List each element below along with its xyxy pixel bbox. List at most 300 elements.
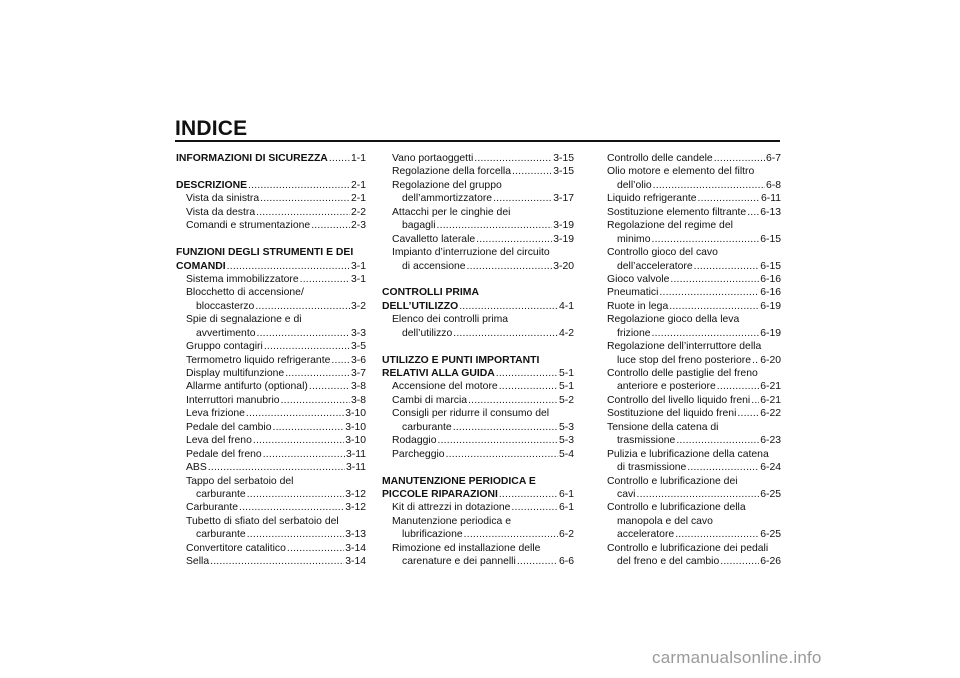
toc-page-number: 3-12 [345, 488, 366, 500]
toc-dot-leader [446, 448, 558, 461]
toc-page-number: 4-2 [558, 327, 574, 339]
toc-entry-label: Sostituzione del liquido freni [607, 408, 737, 420]
toc-entry-label: Regolazione dell’interruttore della [607, 341, 762, 353]
toc-dot-leader [437, 219, 553, 232]
toc-dot-leader [511, 501, 558, 514]
toc-page-number: 3-3 [350, 327, 366, 339]
watermark: carmanualsonline.info [652, 648, 822, 667]
toc-entry-label: Elenco dei controlli prima [392, 314, 509, 326]
toc-page-number: 5-1 [558, 368, 574, 379]
toc-entry-label: ABS [186, 462, 207, 474]
toc-entry [597, 475, 781, 488]
toc-entry [176, 313, 366, 326]
toc-dot-leader [474, 152, 552, 165]
toc-dot-leader [453, 421, 558, 434]
toc-dot-leader [687, 461, 759, 474]
toc-page-number: 3-2 [350, 300, 366, 312]
toc-entry-label: carburante [196, 529, 246, 541]
toc-entry [382, 327, 574, 340]
toc-entry [176, 327, 366, 340]
toc-entry-label: dell’ammortizzatore [402, 193, 493, 205]
toc-entry [382, 501, 574, 514]
toc-spacer [382, 273, 574, 286]
toc-entry [597, 380, 781, 393]
toc-entry [597, 273, 781, 286]
toc-entry [176, 421, 366, 434]
toc-page-number: 6-21 [760, 394, 781, 406]
toc-page-number: 6-22 [760, 408, 781, 420]
toc-entry-label: Vista da destra [186, 206, 256, 218]
toc-entry-label: Sistema immobilizzatore [186, 273, 299, 285]
toc-dot-leader [311, 219, 350, 232]
toc-section-heading [176, 152, 366, 165]
toc-page-number: 6-25 [760, 488, 781, 500]
toc-entry [382, 555, 574, 568]
toc-entry [176, 367, 366, 380]
toc-entry-label: Display multifunzione [186, 368, 285, 379]
toc-entry-label: Gioco valvole [607, 273, 670, 285]
toc-entry [382, 219, 574, 232]
toc-entry-label: carenature e dei pannelli [402, 556, 516, 568]
toc-entry [382, 394, 574, 407]
toc-entry-label: acceleratore [617, 529, 675, 541]
toc-dot-leader [670, 273, 759, 286]
title-underline [175, 140, 780, 142]
toc-entry-label: Kit di attrezzi in dotazione [392, 502, 511, 514]
toc-page-number: 3-14 [345, 542, 366, 554]
toc-dot-leader [464, 528, 558, 541]
toc-dot-leader [210, 555, 344, 568]
toc-entry [597, 542, 781, 555]
toc-dot-leader [676, 434, 759, 447]
toc-dot-leader [260, 192, 350, 205]
toc-entry [382, 313, 574, 326]
toc-entry [382, 515, 574, 528]
toc-dot-leader [717, 380, 759, 393]
toc-entry-label: Spie di segnalazione e di [186, 314, 302, 326]
toc-page-number: 6-21 [760, 381, 781, 393]
toc-dot-leader [476, 233, 552, 246]
toc-section-heading [382, 300, 574, 313]
toc-entry [176, 380, 366, 393]
toc-entry [176, 407, 366, 420]
toc-entry-label: DESCRIZIONE [176, 179, 248, 191]
toc-entry [176, 300, 366, 313]
toc-entry-label: carburante [196, 488, 246, 500]
toc-dot-leader [517, 555, 558, 568]
toc-entry [597, 206, 781, 219]
toc-dot-leader [499, 380, 558, 393]
toc-entry-label: Rodaggio [392, 435, 437, 447]
toc-section-heading [382, 488, 574, 501]
toc-entry-label: Controllo e lubrificazione della [607, 502, 746, 514]
toc-entry-label: Parcheggio [392, 448, 445, 460]
toc-entry [176, 488, 366, 501]
toc-dot-leader [300, 273, 350, 286]
toc-entry-label: avvertimento [196, 327, 256, 339]
toc-entry-label: lubrificazione [402, 529, 463, 541]
toc-page-number: 3-8 [350, 381, 366, 393]
toc-entry-label: dell’acceleratore [617, 260, 693, 272]
toc-entry-label: Accensione del motore [392, 381, 498, 393]
toc-section-heading [176, 246, 366, 259]
toc-entry [597, 165, 781, 178]
toc-page-number: 2-2 [350, 206, 366, 218]
toc-entry [382, 528, 574, 541]
toc-dot-leader [751, 394, 759, 407]
toc-dot-leader [459, 300, 558, 313]
toc-entry [382, 421, 574, 434]
toc-dot-leader [438, 434, 558, 447]
toc-page-number: 3-13 [345, 529, 366, 541]
toc-entry-label: manopola e del cavo [617, 515, 713, 527]
toc-dot-leader [247, 488, 345, 501]
toc-entry [597, 179, 781, 192]
toc-entry [382, 233, 574, 246]
toc-entry [597, 340, 781, 353]
toc-entry-label: Rimozione ed installazione delle [392, 542, 541, 554]
toc-entry-label: COMANDI [176, 260, 226, 272]
toc-page-number: 4-1 [558, 300, 574, 312]
toc-entry-label: Controllo e lubrificazione dei [607, 475, 738, 487]
toc-dot-leader [737, 407, 759, 420]
toc-entry-label: Termometro liquido refrigerante [186, 354, 331, 366]
toc-dot-leader [675, 528, 759, 541]
toc-entry-label: Vano portaoggetti [392, 153, 474, 164]
toc-page-number: 5-2 [558, 394, 574, 406]
toc-page-number: 3-7 [350, 368, 366, 379]
toc-entry-label: Pulizia e lubrificazione della catena [607, 448, 769, 460]
toc-entry-label: CONTROLLI PRIMA [382, 287, 479, 299]
toc-entry-label: carburante [402, 421, 452, 433]
toc-page-number: 6-15 [760, 260, 781, 272]
toc-page-number: 6-6 [558, 556, 574, 568]
toc-entry-label: Tensione della catena di [607, 421, 719, 433]
toc-entry-label: Cambi di marcia [392, 394, 468, 406]
toc-entry [382, 246, 574, 259]
toc-dot-leader [264, 340, 350, 353]
toc-dot-leader [468, 394, 558, 407]
toc-dot-leader [636, 488, 759, 501]
toc-entry-label: del freno e del cambio [617, 556, 720, 568]
toc-page-number: 6-8 [765, 179, 781, 191]
toc-section-heading [382, 286, 574, 299]
toc-entry [597, 515, 781, 528]
toc-entry-label: trasmissione [617, 435, 676, 447]
toc-entry [176, 501, 366, 514]
toc-spacer [176, 233, 366, 246]
toc-dot-leader [653, 179, 765, 192]
toc-entry [176, 273, 366, 286]
toc-dot-leader [208, 461, 345, 474]
toc-entry-label: Controllo delle candele [607, 153, 713, 164]
toc-entry-label: Tappo del serbatoio del [186, 475, 294, 487]
toc-entry-label: Allarme antifurto (optional) [186, 381, 308, 393]
toc-entry [597, 246, 781, 259]
toc-entry-label: Controllo gioco del cavo [607, 247, 718, 259]
toc-entry [382, 152, 574, 165]
toc-dot-leader [669, 300, 759, 313]
toc-entry-label: Consigli per ridurre il consumo del [392, 408, 550, 420]
toc-page-number: 5-1 [558, 381, 574, 393]
toc-entry-label: Leva frizione [186, 408, 245, 420]
toc-page-number: 6-11 [760, 193, 781, 205]
toc-page-number: 2-1 [350, 193, 366, 205]
toc-dot-leader [281, 394, 350, 407]
toc-entry [597, 313, 781, 326]
toc-page-number: 3-10 [345, 435, 366, 447]
toc-entry [597, 501, 781, 514]
toc-entry-label: Convertitore catalitico [186, 542, 286, 554]
toc-dot-leader [714, 152, 765, 165]
toc-entry [176, 206, 366, 219]
toc-spacer [176, 165, 366, 178]
toc-dot-leader [496, 367, 558, 380]
toc-page-number: 6-2 [558, 529, 574, 541]
toc-dot-leader [246, 407, 344, 420]
toc-entry-label: Ruote in lega [607, 300, 669, 312]
toc-column-2 [382, 152, 574, 569]
toc-page-number: 3-20 [553, 260, 574, 272]
toc-entry-label: Vista da sinistra [186, 193, 260, 205]
toc-entry [382, 434, 574, 447]
toc-entry [176, 515, 366, 528]
toc-entry-label: Cavalletto laterale [392, 233, 476, 245]
toc-dot-leader [698, 192, 760, 205]
toc-entry-label: Controllo delle pastiglie del freno [607, 368, 758, 379]
toc-entry [176, 434, 366, 447]
toc-section-heading [176, 179, 366, 192]
toc-entry [597, 354, 781, 367]
toc-page-number: 3-15 [553, 153, 574, 164]
toc-dot-leader [247, 528, 345, 541]
toc-entry-label: bagagli [402, 220, 436, 232]
toc-page-number: 6-1 [558, 502, 574, 514]
toc-entry [382, 165, 574, 178]
toc-entry [176, 354, 366, 367]
toc-entry-label: cavi [617, 488, 636, 500]
toc-dot-leader [652, 233, 760, 246]
toc-dot-leader [256, 206, 350, 219]
toc-entry-label: Gruppo contagiri [186, 341, 263, 353]
toc-entry [597, 260, 781, 273]
toc-entry-label: Manutenzione periodica e [392, 515, 511, 527]
toc-entry [597, 327, 781, 340]
toc-page-number: 3-11 [345, 448, 366, 460]
toc-dot-leader [512, 165, 552, 178]
toc-entry-label: frizione [617, 327, 651, 339]
toc-entry-label: RELATIVI ALLA GUIDA [382, 368, 495, 379]
toc-entry [382, 260, 574, 273]
toc-dot-leader [747, 206, 759, 219]
toc-entry-label: Carburante [186, 502, 238, 514]
toc-entry [176, 528, 366, 541]
toc-dot-leader [253, 434, 344, 447]
toc-entry [382, 380, 574, 393]
toc-entry [176, 192, 366, 205]
toc-entry [382, 179, 574, 192]
toc-dot-leader [331, 354, 350, 367]
toc-dot-leader [263, 448, 345, 461]
toc-entry [597, 528, 781, 541]
toc-entry-label: Controllo e lubrificazione dei pedali [607, 542, 769, 554]
toc-dot-leader [694, 260, 760, 273]
toc-page-number: 5-3 [558, 435, 574, 447]
toc-entry [597, 407, 781, 420]
toc-entry [597, 434, 781, 447]
toc-entry-label: PICCOLE RIPARAZIONI [382, 488, 498, 500]
toc-entry-label: Pedale del freno [186, 448, 262, 460]
toc-dot-leader [329, 152, 350, 165]
toc-spacer [382, 340, 574, 353]
toc-page-number: 3-8 [350, 394, 366, 406]
toc-page-number: 3-1 [350, 260, 366, 272]
toc-dot-leader [467, 260, 553, 273]
toc-page-number: 1-1 [350, 153, 366, 164]
toc-dot-leader [273, 421, 345, 434]
page-title: INDICE [175, 117, 248, 140]
toc-entry [176, 448, 366, 461]
toc-page-number: 6-19 [760, 327, 781, 339]
toc-entry [597, 555, 781, 568]
toc-entry-label: INFORMAZIONI DI SICUREZZA [176, 153, 328, 164]
toc-page-number: 6-23 [760, 435, 781, 447]
toc-page-number: 6-26 [760, 556, 781, 568]
toc-entry-label: Liquido refrigerante [607, 193, 697, 205]
toc-entry-label: minimo [617, 233, 651, 245]
toc-entry [382, 542, 574, 555]
toc-entry [597, 421, 781, 434]
toc-page-number: 6-1 [558, 488, 574, 500]
toc-entry-label: Attacchi per le cinghie dei [392, 206, 511, 218]
toc-entry-label: Regolazione gioco della leva [607, 314, 740, 326]
toc-entry [597, 448, 781, 461]
toc-entry [382, 407, 574, 420]
toc-page-number: 3-19 [553, 233, 574, 245]
toc-page-number: 6-24 [760, 462, 781, 474]
toc-entry [597, 192, 781, 205]
toc-dot-leader [287, 542, 344, 555]
toc-entry-label: Pneumatici [607, 287, 659, 299]
toc-entry-label: UTILIZZO E PUNTI IMPORTANTI [382, 354, 540, 366]
toc-entry-label: dell’olio [617, 179, 652, 191]
toc-entry-label: Impianto d’interruzione del circuito [392, 247, 550, 259]
toc-entry [176, 394, 366, 407]
toc-page-number: 3-17 [553, 193, 574, 205]
toc-entry-label: di accensione [402, 260, 466, 272]
toc-entry [597, 461, 781, 474]
toc-section-heading [382, 367, 574, 380]
toc-spacer [382, 461, 574, 474]
toc-dot-leader [499, 488, 558, 501]
toc-page-number: 3-10 [345, 408, 366, 420]
toc-entry-label: luce stop del freno posteriore [617, 354, 752, 366]
toc-dot-leader [659, 286, 759, 299]
toc-entry-label: Regolazione del gruppo [392, 179, 502, 191]
toc-dot-leader [309, 380, 350, 393]
toc-page-number: 6-19 [760, 300, 781, 312]
toc-section-heading [382, 354, 574, 367]
toc-entry-label: Regolazione del regime del [607, 220, 733, 232]
toc-entry [176, 542, 366, 555]
toc-entry [597, 152, 781, 165]
toc-page-number: 3-5 [350, 341, 366, 353]
toc-page-number: 3-15 [553, 166, 574, 178]
toc-entry [597, 233, 781, 246]
toc-page-number: 3-19 [553, 220, 574, 232]
toc-entry-label: Tubetto di sfiato del serbatoio del [186, 515, 339, 527]
toc-entry [382, 448, 574, 461]
toc-page-number: 3-6 [350, 354, 366, 366]
toc-entry [176, 475, 366, 488]
toc-entry [382, 206, 574, 219]
toc-entry-label: Pedale del cambio [186, 421, 272, 433]
toc-section-heading [176, 260, 366, 273]
toc-entry [597, 219, 781, 232]
toc-entry-label: Comandi e strumentazione [186, 220, 311, 232]
toc-entry-label: FUNZIONI DEGLI STRUMENTI E DEI [176, 247, 354, 259]
toc-dot-leader [285, 367, 350, 380]
toc-dot-leader [255, 300, 350, 313]
toc-page-number: 3-11 [345, 462, 366, 474]
toc-page-number: 6-7 [765, 153, 781, 164]
toc-dot-leader [256, 327, 349, 340]
toc-page-number: 3-14 [345, 556, 366, 568]
toc-page-number: 2-1 [350, 179, 366, 191]
toc-page-number: 5-3 [558, 421, 574, 433]
toc-entry-label: DELL’UTILIZZO [382, 300, 459, 312]
toc-page-number: 6-13 [760, 206, 781, 218]
toc-entry-label: Leva del freno [186, 435, 252, 447]
toc-entry-label: Olio motore e elemento del filtro [607, 166, 755, 178]
toc-entry [176, 286, 366, 299]
toc-page-number: 2-3 [350, 220, 366, 232]
toc-dot-leader [248, 179, 350, 192]
toc-page-number: 6-16 [760, 287, 781, 299]
toc-entry [597, 286, 781, 299]
toc-entry-label: Controllo del livello liquido freni [607, 394, 751, 406]
toc-dot-leader [453, 327, 558, 340]
toc-entry-label: dell’utilizzo [402, 327, 453, 339]
toc-dot-leader [227, 260, 350, 273]
toc-section-heading [382, 475, 574, 488]
toc-column-1 [176, 152, 366, 569]
toc-page-number: 6-16 [760, 273, 781, 285]
toc-column-3 [597, 152, 781, 569]
toc-dot-leader [652, 327, 760, 340]
toc-page-number: 6-15 [760, 233, 781, 245]
toc-entry-label: Interruttori manubrio [186, 394, 280, 406]
toc-page-number: 6-20 [760, 354, 781, 366]
toc-dot-leader [720, 555, 759, 568]
toc-entry-label: di trasmissione [617, 462, 687, 474]
toc-entry [597, 488, 781, 501]
toc-dot-leader [239, 501, 344, 514]
toc-page-number: 3-10 [345, 421, 366, 433]
toc-entry [176, 219, 366, 232]
toc-dot-leader [752, 354, 759, 367]
toc-entry-label: Sella [186, 556, 210, 568]
toc-dot-leader [493, 192, 552, 205]
toc-entry [176, 340, 366, 353]
toc-entry [597, 394, 781, 407]
toc-entry [382, 192, 574, 205]
toc-entry [176, 555, 366, 568]
toc-entry-label: MANUTENZIONE PERIODICA E [382, 475, 536, 487]
toc-entry-label: anteriore e posteriore [617, 381, 716, 393]
toc-page-number: 5-4 [558, 448, 574, 460]
toc-entry-label: Blocchetto di accensione/ [186, 287, 304, 299]
